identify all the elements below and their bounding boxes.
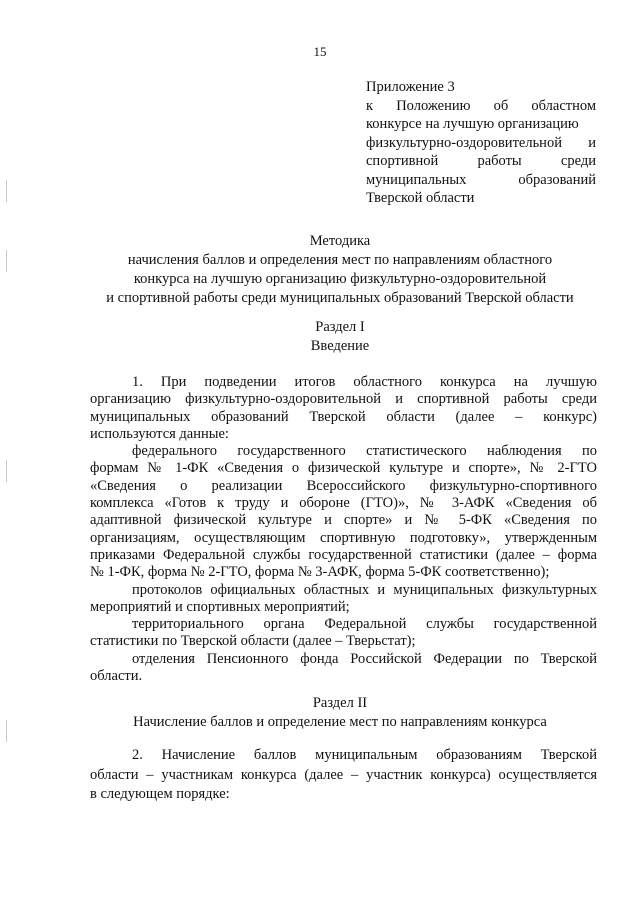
appendix-line: спортивной работы среди <box>366 153 596 169</box>
paragraph-line: организацию физкультурно-оздоровительной и спортивной работы среди <box>90 391 597 408</box>
title-heading: Методика <box>309 233 371 249</box>
appendix-line: Приложение 3 <box>366 79 455 95</box>
section-2-heading <box>80 694 600 732</box>
paragraph-line: федерального государственного статистического наблюдения по <box>132 443 597 460</box>
paragraph-line: комплекса «Готов к труду и обороне (ГТО)», № 3-АФК «Сведения об <box>90 495 597 512</box>
paragraph-line: используются данные: <box>90 425 229 442</box>
paragraph-line: территориального органа Федеральной службы государственной <box>132 616 597 633</box>
paragraph-line: области. <box>90 668 143 685</box>
paragraph-line: отделения Пенсионного фонда Российской Федерации по Тверской <box>132 650 597 667</box>
section-number: Раздел I <box>315 319 365 335</box>
title-line: конкурса на лучшую организацию физкультурно-оздоровительной <box>133 271 547 287</box>
section-2-body <box>90 746 597 805</box>
appendix-line: к Положению об областном <box>366 97 596 114</box>
section-1-heading <box>80 318 600 356</box>
section-name: Введение <box>310 338 370 354</box>
section-1-body <box>90 374 597 685</box>
paragraph-line: № 1-ФК, форма № 2-ГТО, форма № 3-АФК, форма 5-ФК соответственно); <box>90 564 550 581</box>
paragraph-line: протоколов официальных областных и муниципальных физкультурных <box>132 581 597 598</box>
appendix-header <box>366 78 596 208</box>
paragraph-line: в следующем порядке: <box>90 786 230 802</box>
paragraph-line: организациям, осуществляющим спортивную подготовку», утвержденным <box>90 529 597 546</box>
section-number: Раздел II <box>312 695 368 711</box>
paragraph-line: формам № 1-ФК «Сведения о физической культуре и спорте», № 2-ГТО <box>90 460 597 477</box>
paragraph-line: области – участникам конкурса (далее – участник конкурса) осуществляется <box>90 766 597 783</box>
appendix-line: физкультурно-оздоровительной и <box>366 134 596 151</box>
paragraph-line: мероприятий и спортивных мероприятий; <box>90 598 350 615</box>
paragraph-line: 2. Начисление баллов муниципальным образованиям Тверской <box>132 747 597 763</box>
title-line: начисления баллов и определения мест по направлениям областного <box>127 252 553 268</box>
appendix-line: конкурсе на лучшую организацию <box>366 116 579 132</box>
paragraph-line: адаптивной физической культуре и спорте» и № 5-ФК «Сведения по <box>90 512 597 529</box>
document-title <box>80 232 600 308</box>
paragraph-line: «Сведения о реализации Всероссийского физкультурно-спортивного <box>90 477 597 494</box>
appendix-line: муниципальных образований <box>366 171 596 188</box>
appendix-line: Тверской области <box>366 190 475 206</box>
paragraph-line: 1. При подведении итогов областного конкурса на лучшую <box>132 374 597 390</box>
scan-margin-marks <box>6 160 8 860</box>
title-line: и спортивной работы среди муниципальных образований Тверской области <box>106 290 574 306</box>
page-number: 15 <box>313 44 327 59</box>
paragraph-line: муниципальных образований Тверской области (далее – конкурс) <box>90 408 597 425</box>
section-name: Начисление баллов и определение мест по направлениям конкурса <box>133 714 547 730</box>
paragraph-line: статистики по Тверской области (далее – Тверьстат); <box>90 633 416 650</box>
paragraph-line: приказами Федеральной службы государственной статистики (далее – форма <box>90 546 597 563</box>
